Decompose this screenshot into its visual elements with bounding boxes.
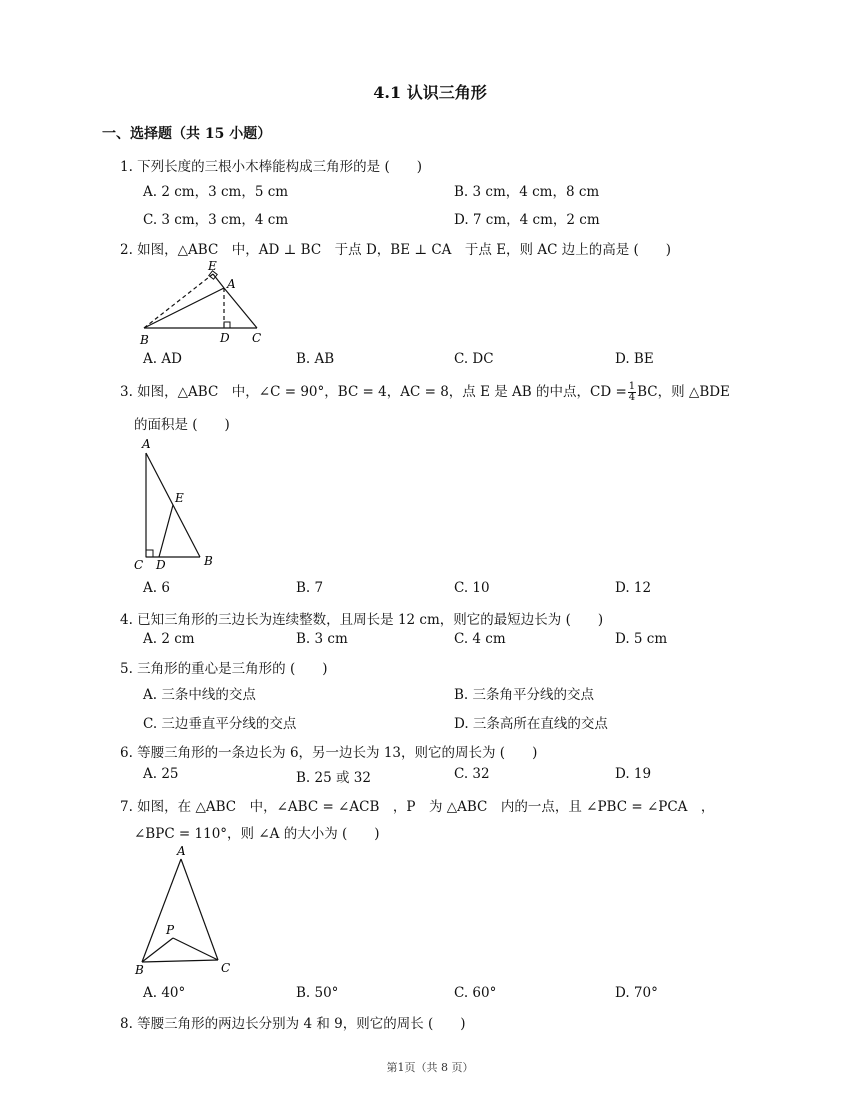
fig7-label-b: B bbox=[135, 963, 144, 977]
question-7-stem-line2: ∠BPC = 110°，则 ∠A 的大小为 ( ) bbox=[134, 826, 380, 842]
question-3-stem-line2: 的面积是 ( ) bbox=[134, 417, 230, 433]
q2-option-b: B. AB bbox=[296, 351, 335, 367]
figure-q3-triangle bbox=[130, 435, 220, 575]
q3-option-c: C. 10 bbox=[454, 580, 490, 596]
question-3-stem bbox=[120, 380, 730, 403]
fig3-label-a: A bbox=[142, 437, 151, 451]
q7-option-b: B. 50° bbox=[296, 985, 339, 1001]
q5-option-b: B. 三条角平分线的交点 bbox=[454, 687, 595, 703]
question-5-stem: 5. 三角形的重心是三角形的 ( ) bbox=[120, 661, 328, 677]
q3-stem-part2: BC，则 △BDE bbox=[637, 384, 730, 400]
q2-option-d: D. BE bbox=[615, 351, 654, 367]
q1-option-b: B. 3 cm，4 cm，8 cm bbox=[454, 184, 600, 200]
fig7-label-p: P bbox=[166, 923, 175, 937]
fig3-label-e: E bbox=[175, 491, 184, 505]
fig3-label-c: C bbox=[134, 558, 144, 572]
q3-fraction-numerator: 1 bbox=[628, 381, 636, 392]
q6-option-d: D. 19 bbox=[615, 766, 652, 782]
q1-option-c: C. 3 cm，3 cm，4 cm bbox=[143, 212, 289, 228]
q6-option-c: C. 32 bbox=[454, 766, 490, 782]
q2-option-c: C. DC bbox=[454, 351, 494, 367]
fig2-label-b: B bbox=[140, 333, 149, 347]
q6-option-b: B. 25 或 32 bbox=[296, 770, 371, 786]
question-4-stem: 4. 已知三角形的三边长为连续整数，且周长是 12 cm，则它的最短边长为 ( ) bbox=[120, 612, 604, 628]
question-1-stem: 1. 下列长度的三根小木棒能构成三角形的是 ( ) bbox=[120, 159, 422, 175]
q3-option-a: A. 6 bbox=[143, 580, 170, 596]
figure-q2-triangle bbox=[136, 258, 266, 348]
fig2-label-a: A bbox=[227, 277, 236, 291]
fig3-label-d: D bbox=[156, 558, 166, 572]
question-6-stem: 6. 等腰三角形的一条边长为 6，另一边长为 13，则它的周长为 ( ) bbox=[120, 745, 538, 761]
q2-option-a: A. AD bbox=[143, 351, 182, 367]
fig2-label-e: E bbox=[208, 259, 217, 273]
page-footer: 第1页（共 8 页） bbox=[386, 1061, 474, 1074]
fig3-label-b: B bbox=[204, 554, 213, 568]
fig2-label-c: C bbox=[252, 331, 262, 345]
question-7-stem: 7. 如图，在 △ABC 中，∠ABC = ∠ACB ，P 为 △ABC 内的一点，且 ∠PBC = ∠PCA ， bbox=[120, 799, 715, 815]
q3-stem-part1: 3. 如图，△ABC 中，∠C = 90°，BC = 4，AC = 8，点 E 是 AB 的中点，CD = bbox=[120, 384, 627, 400]
q4-option-b: B. 3 cm bbox=[296, 631, 348, 647]
fig7-label-a: A bbox=[177, 844, 186, 858]
q7-option-a: A. 40° bbox=[143, 985, 186, 1001]
question-8-stem: 8. 等腰三角形的两边长分别为 4 和 9，则它的周长 ( ) bbox=[120, 1016, 466, 1032]
q3-option-d: D. 12 bbox=[615, 580, 652, 596]
fig7-label-c: C bbox=[221, 961, 231, 975]
q4-option-a: A. 2 cm bbox=[143, 631, 195, 647]
section-heading: 一、选择题（共 15 小题） bbox=[102, 126, 272, 142]
q1-option-d: D. 7 cm，4 cm，2 cm bbox=[454, 212, 600, 228]
q7-option-c: C. 60° bbox=[454, 985, 497, 1001]
q4-option-d: D. 5 cm bbox=[615, 631, 668, 647]
q6-option-a: A. 25 bbox=[143, 766, 179, 782]
figure-q7-triangle bbox=[130, 842, 240, 977]
q5-option-c: C. 三边垂直平分线的交点 bbox=[143, 716, 297, 732]
q3-option-b: B. 7 bbox=[296, 580, 324, 596]
q5-option-a: A. 三条中线的交点 bbox=[143, 687, 256, 703]
q3-fraction bbox=[628, 382, 636, 403]
q3-fraction-denominator: 4 bbox=[628, 392, 636, 403]
page-title: 4.1 认识三角形 bbox=[373, 83, 487, 102]
q5-option-d: D. 三条高所在直线的交点 bbox=[454, 716, 608, 732]
q7-option-d: D. 70° bbox=[615, 985, 658, 1001]
fig2-label-d: D bbox=[220, 331, 230, 345]
q1-option-a: A. 2 cm，3 cm，5 cm bbox=[143, 184, 289, 200]
question-2-stem: 2. 如图，△ABC 中，AD ⊥ BC 于点 D，BE ⊥ CA 于点 E，则 AC 边上的高是 ( ) bbox=[120, 242, 672, 258]
q4-option-c: C. 4 cm bbox=[454, 631, 506, 647]
